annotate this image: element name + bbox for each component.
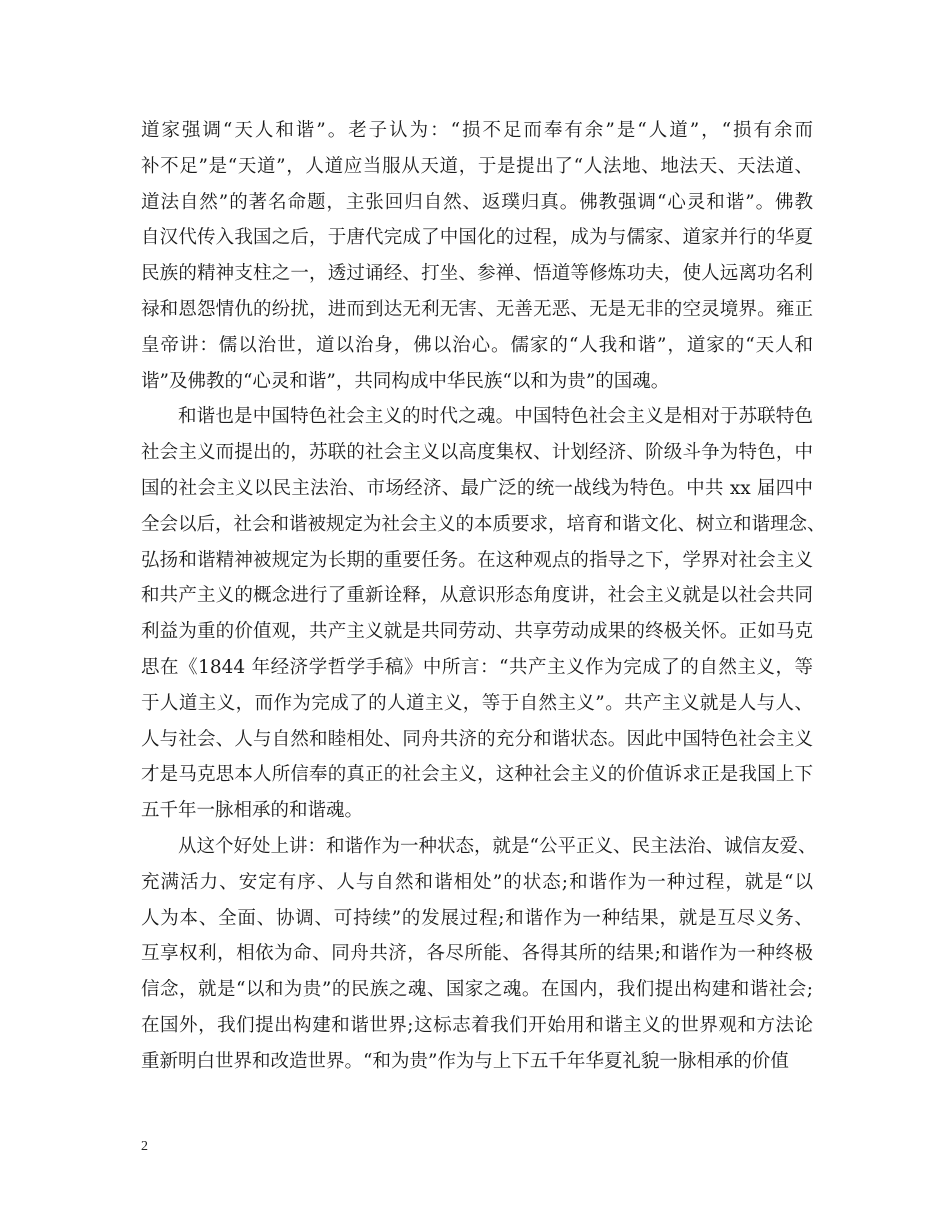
text-line: 重新明白世界和改造世界。“和为贵”作为与上下五千年华夏礼貌一脉相承的价值 [141, 1050, 789, 1072]
text-line: 充满活力、安定有序、人与自然和谐相处”的状态;和谐作为一种过程，就是“以 [141, 871, 813, 893]
text-line: 弘扬和谐精神被规定为长期的重要任务。在这种观点的指导之下，学界对社会主义 [141, 549, 813, 571]
text-line: 人为本、全面、协调、可持续”的发展过程;和谐作为一种结果，就是互尽义务、 [141, 907, 813, 929]
text-line: 社会主义而提出的，苏联的社会主义以高度集权、计划经济、阶级斗争为特色，中 [141, 442, 813, 464]
text-line: 信念，就是“以和为贵”的民族之魂、国家之魂。在国内，我们提出构建和谐社会; [141, 979, 813, 1001]
text-line: 互享权利，相依为命、同舟共济，各尽所能、各得其所的结果;和谐作为一种终极 [141, 943, 813, 965]
text-line: 民族的精神支柱之一，透过诵经、打坐、参禅、悟道等修炼功夫，使人远离功名利 [141, 263, 813, 285]
text-line: 于人道主义，而作为完成了的人道主义，等于自然主义”。共产主义就是人与人、 [141, 692, 813, 714]
text-line: 五千年一脉相承的和谐魂。 [141, 800, 364, 822]
text-line: 道家强调“天人和谐”。老子认为：“损不足而奉有余”是“人道”，“损有余而 [141, 120, 813, 141]
paragraph [141, 399, 826, 829]
text-line: 国的社会主义以民主法治、市场经济、最广泛的统一战线为特色。中共 xx 届四中 [141, 477, 813, 499]
paragraph [141, 113, 813, 399]
text-line: 和共产主义的概念进行了重新诠释，从意识形态角度讲，社会主义就是以社会共同 [141, 585, 813, 607]
text-line: 全会以后，社会和谐被规定为社会主义的本质要求，培育和谐文化、树立和谐理念、 [141, 513, 826, 535]
text-line: 利益为重的价值观，共产主义就是共同劳动、共享劳动成果的终极关怀。正如马克 [141, 621, 813, 643]
paragraph [141, 829, 817, 1080]
text-line: 才是马克思本人所信奉的真正的社会主义，这种社会主义的价值诉求正是我国上下 [141, 764, 813, 786]
text-line: 皇帝讲：儒以治世，道以治身，佛以治心。儒家的“人我和谐”，道家的“天人和 [141, 334, 813, 356]
text-line: 谐”及佛教的“心灵和谐”，共同构成中华民族“以和为贵”的国魂。 [141, 370, 670, 392]
text-line: 和谐也是中国特色社会主义的时代之魂。中国特色社会主义是相对于苏联特色 [178, 406, 813, 428]
page-number: 2 [141, 1139, 148, 1154]
text-line: 人与社会、人与自然和睦相处、同舟共济的充分和谐状态。因此中国特色社会主义 [141, 728, 813, 750]
text-line: 自汉代传入我国之后，于唐代完成了中国化的过程，成为与儒家、道家并行的华夏 [141, 227, 813, 249]
text-line: 补不足”是“天道”，人道应当服从天道，于是提出了“人法地、地法天、天法道、 [141, 155, 813, 177]
text-line: 从这个好处上讲：和谐作为一种状态，就是“公平正义、民主法治、诚信友爱、 [178, 835, 817, 857]
text-line: 道法自然”的著名命题，主张回归自然、返璞归真。佛教强调“心灵和谐”。佛教 [141, 191, 813, 213]
text-line: 思在《1844 年经济学哲学手稿》中所言：“共产主义作为完成了的自然主义，等 [141, 656, 813, 678]
text-line: 在国外，我们提出构建和谐世界;这标志着我们开始用和谐主义的世界观和方法论 [141, 1014, 813, 1036]
document-body [141, 113, 826, 1080]
text-line: 禄和恩怨情仇的纷扰，进而到达无利无害、无善无恶、无是无非的空灵境界。雍正 [141, 298, 813, 320]
